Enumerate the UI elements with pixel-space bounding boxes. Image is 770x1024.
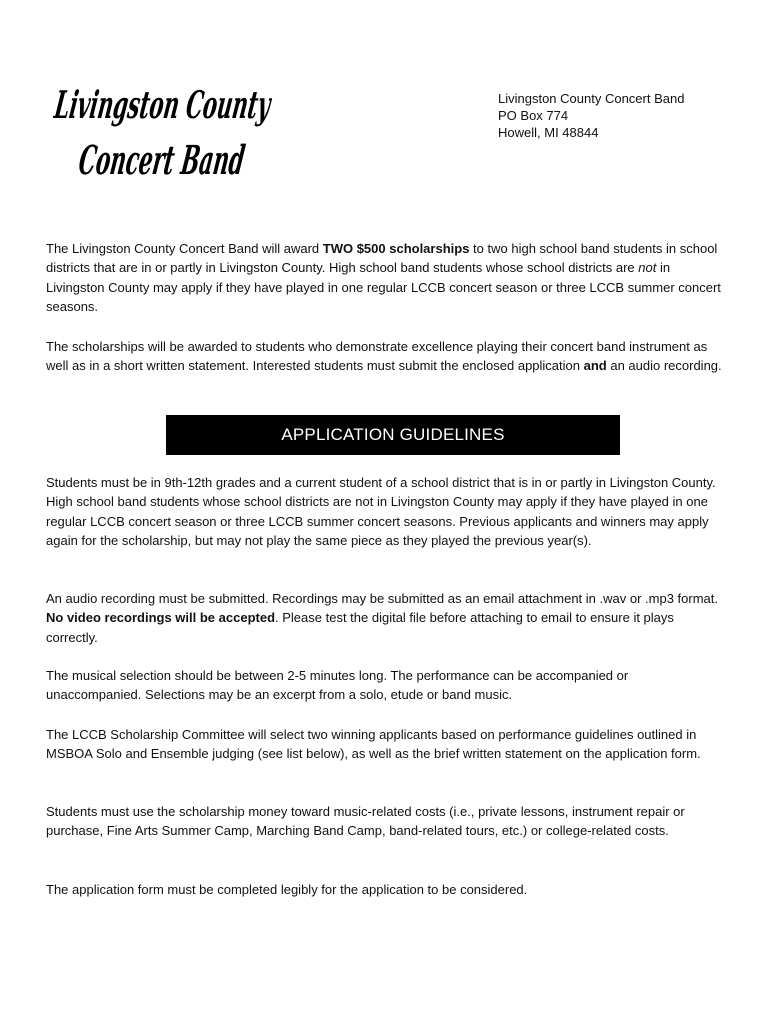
guideline-selection-length: The musical selection should be between 2-5 minutes long. The performance can be accompanied or unaccompanied. Selections may be an excerpt from a solo, etude or band music. <box>46 668 629 703</box>
guideline-judging: The LCCB Scholarship Committee will select two winning applicants based on performance guidelines outlined in MSBOA Solo and Ensemble judging (see list below), as well as the brief written statement on the application form. <box>46 727 701 762</box>
logo-line-1: Livingston County <box>51 83 446 128</box>
address-po-box: PO Box 774 <box>498 108 569 123</box>
emphasis-not: not <box>638 260 657 276</box>
band-logo-graphic <box>51 70 446 190</box>
mailing-address <box>498 90 684 141</box>
logo-line-2: Concert Band <box>75 137 391 184</box>
emphasis-and: and <box>583 358 607 374</box>
intro-text: an audio recording. <box>606 358 722 374</box>
intro-text: in Livingston County may apply if they have played in one regular LCCB concert season or three LCCB summer concert seasons. <box>46 260 721 315</box>
guideline-audio-recording <box>46 589 726 647</box>
guideline-eligibility: Students must be in 9th-12th grades and a current student of a school district that is in or partly in Livingston County. High school band students whose school districts are not in Livingston County may apply if they have played in one regular LCCB concert season or three LCCB summer concert seasons. Previous applicants and winners may apply again for the scholarship, but may not play the same piece as they played the previous year(s). <box>46 475 716 549</box>
intro-text: to two high school band students in school districts that are in or partly in Livingston County. High school band students whose school districts are <box>46 241 718 276</box>
guideline-money-use: Students must use the scholarship money toward music-related costs (i.e., private lessons, instrument repair or purchase, Fine Arts Summer Camp, Marching Band Camp, band-related tours, etc.) or college-related costs. <box>46 804 685 839</box>
address-city: Howell, MI 48844 <box>498 125 599 140</box>
address-name: Livingston County Concert Band <box>498 91 685 106</box>
scholarship-amount: TWO $500 scholarships <box>322 241 470 256</box>
intro-text: The Livingston County Concert Band will award <box>46 241 323 256</box>
intro-text: The scholarships will be awarded to students who demonstrate excellence playing their concert band instrument as well as in a short written statement. Interested students must submit the enclosed application <box>46 339 708 374</box>
intro-paragraph-2 <box>46 337 726 376</box>
guideline-legibility: The application form must be completed legibly for the application to be considered. <box>46 882 528 897</box>
guideline-text: . Please test the digital file before attaching to email to ensure it plays correctly. <box>46 610 674 645</box>
guideline-text: An audio recording must be submitted. Recordings may be submitted as an email attachment in .wav or .mp3 format. <box>46 591 718 606</box>
intro-paragraph-1 <box>46 239 726 317</box>
section-banner <box>166 415 620 455</box>
section-title: APPLICATION GUIDELINES <box>281 425 505 444</box>
no-video-warning: No video recordings will be accepted <box>46 610 276 626</box>
band-logo <box>51 70 446 190</box>
